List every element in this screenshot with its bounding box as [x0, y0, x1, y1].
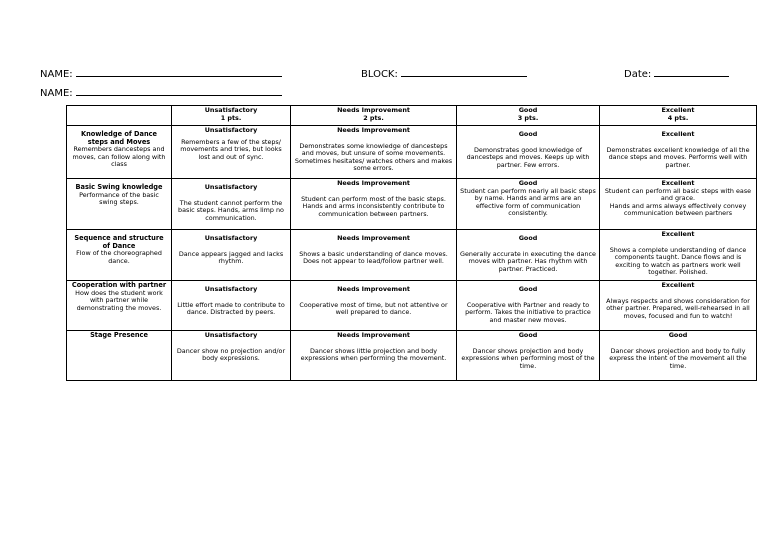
criterion-desc: Remembers dancesteps and moves, can follow along with class — [72, 145, 166, 169]
date-blank[interactable] — [654, 66, 729, 77]
rubric-cell: Good Dancer shows projection and body to fully express the intent of the movement all the time. — [600, 331, 757, 381]
header-row — [67, 106, 757, 126]
header-cell-good: Good 3 pts. — [457, 106, 600, 126]
rubric-cell: Excellent Student can perform all basic steps with ease and grace. Hands and arms always effectively convey communication between partners — [600, 179, 757, 230]
name-blank-2[interactable] — [76, 85, 282, 96]
date-label: Date: — [624, 69, 652, 80]
criterion-cell — [67, 230, 172, 281]
rubric-cell: Unsatisfactory Remembers a few of the steps/ movements and tries, but looks lost and out of sync. — [172, 126, 291, 179]
criterion-title: Stage Presence — [90, 331, 148, 339]
rubric-cell: Unsatisfactory Little effort made to contribute to dance. Distracted by peers. — [172, 281, 291, 331]
criterion-title: Knowledge of Dance steps and Moves — [80, 130, 158, 146]
rubric-cell: Needs Improvement Demonstrates some knowledge of dancesteps and moves, but unsure of some movements. Sometimes hesitates/ watches others and makes some errors. — [291, 126, 457, 179]
rubric-cell: Unsatisfactory The student cannot perform the basic steps. Hands, arms limp no communication. — [172, 179, 291, 230]
rubric-cell: Needs Improvement Cooperative most of time, but not attentive or well prepared to dance. — [291, 281, 457, 331]
criterion-desc: Flow of the choreographed dance. — [76, 249, 162, 265]
rubric-cell: Unsatisfactory Dancer show no projection and/or body expressions. — [172, 331, 291, 381]
criterion-title: Basic Swing knowledge — [75, 183, 163, 191]
name-label-2: NAME: — [40, 88, 73, 99]
rubric-cell: Needs Improvement Student can perform most of the basic steps. Hands and arms inconsistently contribute to communication between partners. — [291, 179, 457, 230]
table-row — [67, 281, 757, 331]
criterion-title: Sequence and structure of Dance — [74, 234, 164, 250]
block-blank[interactable] — [401, 66, 527, 77]
rubric-cell: Good Student can perform nearly all basic steps by name. Hands and arms are an effective form of communication consistently. — [457, 179, 600, 230]
name-field-1 — [40, 66, 282, 80]
name-field-2 — [40, 85, 282, 99]
header-cell-criteria — [67, 106, 172, 126]
date-field — [624, 66, 729, 80]
criterion-cell — [67, 179, 172, 230]
rubric-table — [66, 105, 757, 381]
table-row — [67, 179, 757, 230]
criterion-cell — [67, 126, 172, 179]
rubric-cell: Good Cooperative with Partner and ready to perform. Takes the initiative to practice and master new moves. — [457, 281, 600, 331]
name-label-1: NAME: — [40, 69, 73, 80]
block-label: BLOCK: — [361, 69, 398, 80]
rubric-cell: Good Generally accurate in executing the dance moves with partner. Has rhythm with partner. Practiced. — [457, 230, 600, 281]
table-row — [67, 230, 757, 281]
block-field — [361, 66, 527, 80]
rubric-cell: Excellent Demonstrates excellent knowledge of all the dance steps and moves. Performs well with partner. — [600, 126, 757, 179]
rubric-cell: Needs Improvement Dancer shows little projection and body expressions when performing the movement. — [291, 331, 457, 381]
table-row — [67, 331, 757, 381]
header-cell-needs-improvement: Needs Improvement 2 pts. — [291, 106, 457, 126]
criterion-desc: Performance of the basic swing steps. — [79, 190, 159, 207]
criterion-cell — [67, 281, 172, 331]
criterion-title: Cooperation with partner — [71, 281, 167, 289]
name-blank-1[interactable] — [76, 66, 282, 77]
header-cell-unsatisfactory: Unsatisfactory 1 pts. — [172, 106, 291, 126]
header-cell-excellent: Excellent 4 pts. — [600, 106, 757, 126]
rubric-cell: Needs Improvement Shows a basic understanding of dance moves. Does not appear to lead/follow partner well. — [291, 230, 457, 281]
criterion-desc: How does the student work with partner while demonstrating the moves. — [75, 288, 163, 312]
rubric-cell: Unsatisfactory Dance appears jagged and lacks rhythm. — [172, 230, 291, 281]
rubric-cell: Good Dancer shows projection and body expressions when performing most of the time. — [457, 331, 600, 381]
rubric-cell: Excellent Shows a complete understanding of dance components taught. Dance flows and is exciting to watch as partners work well together. Polished. — [600, 230, 757, 281]
criterion-cell — [67, 331, 172, 381]
table-row — [67, 126, 757, 179]
rubric-cell: Excellent Always respects and shows consideration for other partner. Prepared, well-rehearsed in all moves, focused and fun to watch! — [600, 281, 757, 331]
rubric-cell: Good Demonstrates good knowledge of dancesteps and moves. Keeps up with partner. Few errors. — [457, 126, 600, 179]
